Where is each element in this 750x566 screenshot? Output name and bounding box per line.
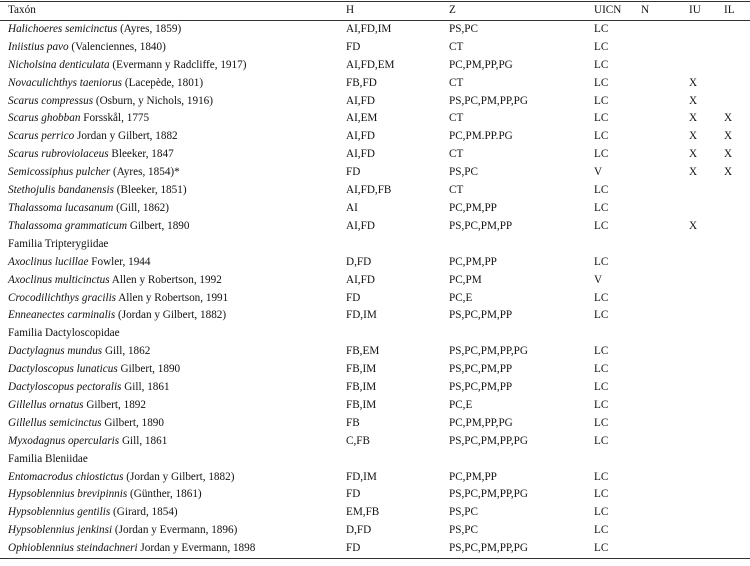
n-cell	[641, 182, 689, 200]
iu-cell	[689, 343, 724, 361]
species-authority: (Jordan y Evermann, 1896)	[112, 524, 238, 537]
species-authority: Forsskål, 1775	[80, 112, 150, 125]
habitat-cell: AI,FD,FB	[346, 184, 392, 197]
taxon-cell	[0, 343, 346, 361]
species-authority: Allen y Robertson, 1992	[109, 273, 222, 286]
n-cell	[641, 290, 689, 308]
n-cell	[641, 343, 689, 361]
iu-cell	[689, 433, 724, 451]
species-name: Halichoeres semicinctus	[8, 22, 118, 35]
table-row	[0, 182, 750, 200]
n-cell	[641, 164, 689, 182]
species-name: Scarus ghobban	[8, 112, 81, 125]
table-row	[0, 146, 750, 164]
iu-cell: X	[689, 219, 698, 232]
iu-cell: X	[689, 148, 698, 161]
species-authority: (Bleeker, 1851)	[113, 184, 187, 197]
species-authority: (Valenciennes, 1840)	[68, 40, 166, 53]
uicn-cell: LC	[594, 398, 609, 411]
taxon-cell	[0, 146, 346, 164]
il-cell	[724, 20, 750, 38]
il-cell	[724, 433, 750, 451]
header-n: N	[641, 4, 650, 16]
zone-cell: PC,PM.PP.PG	[449, 130, 513, 143]
table-row	[0, 200, 750, 218]
il-cell: X	[724, 112, 733, 125]
zone-cell: PC,E	[449, 291, 473, 304]
habitat-cell: FD	[346, 291, 361, 304]
taxon-cell	[0, 200, 346, 218]
habitat-cell: AI,FD,IM	[346, 22, 392, 35]
uicn-cell: LC	[594, 94, 609, 107]
taxon-cell	[0, 540, 346, 558]
n-cell	[641, 433, 689, 451]
header-il: IL	[724, 4, 735, 16]
family-row	[0, 451, 750, 469]
il-cell	[724, 182, 750, 200]
species-authority: (Jordan y Gilbert, 1882)	[123, 470, 235, 483]
family-name: Familia Bleniidae	[8, 452, 88, 465]
species-authority: (Ayres, 1854)*	[110, 166, 180, 179]
zone-cell: CT	[449, 148, 464, 161]
zone-cell: PC,PM,PP,PG	[449, 416, 513, 429]
table-row	[0, 522, 750, 540]
species-name: Stethojulis bandanensis	[8, 184, 114, 197]
habitat-cell: FD,IM	[346, 470, 377, 483]
species-authority: (Ayres, 1859)	[117, 22, 182, 35]
uicn-cell: LC	[594, 309, 609, 322]
il-cell	[724, 486, 750, 504]
iu-cell	[689, 540, 724, 558]
table-row	[0, 540, 750, 558]
species-name: Dactylagnus mundus	[8, 345, 103, 358]
taxon-cell	[0, 93, 346, 111]
table-body	[0, 20, 750, 558]
species-authority: (Jordan y Gilbert, 1882)	[115, 309, 227, 322]
table-row	[0, 397, 750, 415]
species-name: Axoclinus lucillae	[8, 255, 89, 268]
taxon-cell	[0, 57, 346, 75]
iu-cell	[689, 415, 724, 433]
il-cell	[724, 522, 750, 540]
iu-cell	[689, 39, 724, 57]
habitat-cell: FD	[346, 488, 361, 501]
taxon-cell	[0, 20, 346, 38]
taxon-cell	[0, 415, 346, 433]
family-name: Familia Dactyloscopidae	[8, 327, 120, 340]
species-authority: Gilbert, 1892	[83, 398, 146, 411]
table-row	[0, 415, 750, 433]
habitat-cell: C,FB	[346, 434, 370, 447]
habitat-cell: AI,FD,EM	[346, 58, 395, 71]
iu-cell: X	[689, 94, 698, 107]
species-name: Entomacrodus chiostictus	[8, 470, 124, 483]
header-iu: IU	[689, 4, 701, 16]
il-cell	[724, 540, 750, 558]
il-cell	[724, 504, 750, 522]
species-authority: Gill, 1861	[119, 434, 168, 447]
habitat-cell: EM,FB	[346, 506, 380, 519]
iu-cell	[689, 379, 724, 397]
taxon-cell	[0, 75, 346, 93]
uicn-cell: LC	[594, 130, 609, 143]
table-header-row	[0, 2, 750, 21]
habitat-cell: AI,FD	[346, 94, 375, 107]
taxon-cell	[0, 39, 346, 57]
table-row	[0, 218, 750, 236]
taxon-cell	[0, 290, 346, 308]
species-name: Thalassoma grammaticum	[8, 219, 128, 232]
habitat-cell: AI,FD	[346, 273, 375, 286]
uicn-cell: V	[594, 166, 603, 179]
n-cell	[641, 110, 689, 128]
iu-cell	[689, 522, 724, 540]
habitat-cell: AI,FD	[346, 148, 375, 161]
n-cell	[641, 20, 689, 38]
habitat-cell: AI,FD	[346, 219, 375, 232]
uicn-cell: V	[594, 273, 603, 286]
species-name: Thalassoma lucasanum	[8, 201, 114, 214]
iu-cell	[689, 469, 724, 487]
il-cell	[724, 415, 750, 433]
taxon-cell	[0, 361, 346, 379]
habitat-cell: FB,FD	[346, 76, 377, 89]
il-cell	[724, 254, 750, 272]
n-cell	[641, 200, 689, 218]
table-row	[0, 57, 750, 75]
zone-cell: PS,PC,PM,PP,PG	[449, 345, 528, 358]
uicn-cell: LC	[594, 112, 609, 125]
uicn-cell: LC	[594, 470, 609, 483]
table-row	[0, 39, 750, 57]
species-authority: (Girard, 1854)	[110, 506, 178, 519]
habitat-cell: D,FD	[346, 255, 372, 268]
zone-cell: PC,PM,PP,PG	[449, 58, 513, 71]
zone-cell: PC,PM,PP	[449, 470, 497, 483]
il-cell	[724, 307, 750, 325]
taxon-cell	[0, 254, 346, 272]
n-cell	[641, 254, 689, 272]
habitat-cell: FB,IM	[346, 381, 377, 394]
species-authority: (Evermann y Radcliffe, 1917)	[109, 58, 247, 71]
taxon-cell	[0, 433, 346, 451]
uicn-cell: LC	[594, 506, 609, 519]
table-row	[0, 433, 750, 451]
il-cell: X	[724, 166, 733, 179]
species-name: Gillellus ornatus	[8, 398, 84, 411]
n-cell	[641, 39, 689, 57]
habitat-cell: FB,EM	[346, 345, 380, 358]
zone-cell: PC,E	[449, 398, 473, 411]
habitat-cell: FB	[346, 416, 360, 429]
habitat-cell: AI,FD	[346, 130, 375, 143]
zone-cell: PS,PC,PM,PP	[449, 363, 513, 376]
zone-cell: PS,PC	[449, 506, 478, 519]
species-name: Hypsoblennius gentilis	[8, 506, 111, 519]
species-authority: Gill, 1862	[102, 345, 151, 358]
species-name: Crocodilichthys gracilis	[8, 291, 117, 304]
il-cell	[724, 200, 750, 218]
species-name: Gillellus semicinctus	[8, 416, 102, 429]
il-cell	[724, 75, 750, 93]
n-cell	[641, 469, 689, 487]
n-cell	[641, 397, 689, 415]
iu-cell	[689, 397, 724, 415]
zone-cell: PS,PC,PM,PP	[449, 219, 513, 232]
species-authority: (Günther, 1861)	[127, 488, 202, 501]
taxon-cell	[0, 522, 346, 540]
table-row	[0, 254, 750, 272]
header-uicn: UICN	[594, 4, 622, 16]
species-name: Enneanectes carminalis	[8, 309, 116, 322]
taxon-cell	[0, 397, 346, 415]
uicn-cell: LC	[594, 58, 609, 71]
zone-cell: PS,PC,PM,PP	[449, 309, 513, 322]
zone-cell: CT	[449, 112, 464, 125]
iu-cell	[689, 307, 724, 325]
species-name: Ophioblennius steindachneri	[8, 542, 138, 555]
family-row	[0, 236, 750, 254]
habitat-cell: FB,IM	[346, 398, 377, 411]
species-authority: Bleeker, 1847	[108, 148, 174, 161]
header-taxon: Taxón	[8, 4, 36, 16]
family-row	[0, 325, 750, 343]
n-cell	[641, 504, 689, 522]
zone-cell: PS,PC	[449, 524, 478, 537]
table-row	[0, 361, 750, 379]
species-table	[0, 1, 750, 559]
uicn-cell: LC	[594, 542, 609, 555]
il-cell	[724, 397, 750, 415]
iu-cell: X	[689, 166, 698, 179]
uicn-cell: LC	[594, 363, 609, 376]
uicn-cell: LC	[594, 40, 609, 53]
iu-cell: X	[689, 130, 698, 143]
table-row	[0, 75, 750, 93]
n-cell	[641, 522, 689, 540]
il-cell	[724, 361, 750, 379]
n-cell	[641, 93, 689, 111]
species-name: Axoclinus multicinctus	[8, 273, 110, 286]
il-cell: X	[724, 130, 733, 143]
zone-cell: PC,PM,PP	[449, 255, 497, 268]
taxon-cell	[0, 469, 346, 487]
habitat-cell: AI	[346, 201, 358, 214]
iu-cell	[689, 200, 724, 218]
species-authority: Jordan y Gilbert, 1882	[74, 130, 178, 143]
species-authority: (Gill, 1862)	[113, 201, 169, 214]
species-authority: Allen y Robertson, 1991	[116, 291, 229, 304]
taxon-cell	[0, 128, 346, 146]
species-authority: Fowler, 1944	[88, 255, 151, 268]
zone-cell: PS,PC	[449, 22, 478, 35]
table-row	[0, 486, 750, 504]
habitat-cell: AI,EM	[346, 112, 378, 125]
header-z: Z	[449, 4, 456, 16]
uicn-cell: LC	[594, 255, 609, 268]
n-cell	[641, 307, 689, 325]
table-row	[0, 164, 750, 182]
habitat-cell: FB,IM	[346, 363, 377, 376]
taxon-cell	[0, 218, 346, 236]
zone-cell: PS,PC,PM,PP,PG	[449, 488, 528, 501]
species-name: Scarus rubroviolaceus	[8, 148, 109, 161]
il-cell: X	[724, 148, 733, 161]
uicn-cell: LC	[594, 76, 609, 89]
species-authority: Gilbert, 1890	[127, 219, 190, 232]
n-cell	[641, 218, 689, 236]
il-cell	[724, 272, 750, 290]
habitat-cell: FD	[346, 542, 361, 555]
taxon-cell	[0, 486, 346, 504]
table-row	[0, 379, 750, 397]
habitat-cell: FD,IM	[346, 309, 377, 322]
n-cell	[641, 361, 689, 379]
table-row	[0, 20, 750, 38]
il-cell	[724, 57, 750, 75]
species-authority: Gilbert, 1890	[117, 363, 181, 376]
n-cell	[641, 146, 689, 164]
uicn-cell: LC	[594, 148, 609, 161]
zone-cell: PS,PC,PM,PP,PG	[449, 94, 528, 107]
family-name: Familia Tripterygiidae	[8, 237, 109, 250]
species-name: Semicossiphus pulcher	[8, 166, 111, 179]
table-row	[0, 504, 750, 522]
habitat-cell: D,FD	[346, 524, 372, 537]
species-name: Scarus perrico	[8, 130, 75, 143]
iu-cell	[689, 182, 724, 200]
species-name: Scarus compressus	[8, 94, 94, 107]
table-row	[0, 469, 750, 487]
taxon-cell	[0, 182, 346, 200]
taxon-cell	[0, 110, 346, 128]
il-cell	[724, 343, 750, 361]
n-cell	[641, 272, 689, 290]
n-cell	[641, 415, 689, 433]
taxon-cell	[0, 504, 346, 522]
species-authority: Jordan y Evermann, 1898	[137, 542, 256, 555]
table-row	[0, 343, 750, 361]
zone-cell: PC,PM,PP	[449, 201, 497, 214]
il-cell	[724, 379, 750, 397]
n-cell	[641, 379, 689, 397]
header-h: H	[346, 4, 355, 16]
species-authority: (Lacepède, 1801)	[122, 76, 204, 89]
iu-cell	[689, 20, 724, 38]
species-name: Iniistius pavo	[8, 40, 69, 53]
uicn-cell: LC	[594, 488, 609, 501]
species-name: Dactyloscopus lunaticus	[8, 363, 118, 376]
zone-cell: CT	[449, 40, 464, 53]
taxon-cell	[0, 379, 346, 397]
n-cell	[641, 128, 689, 146]
species-authority: Gill, 1861	[121, 381, 170, 394]
zone-cell: CT	[449, 184, 464, 197]
table-row	[0, 290, 750, 308]
species-name: Hypsoblennius jenkinsi	[8, 524, 113, 537]
uicn-cell: LC	[594, 416, 609, 429]
il-cell	[724, 290, 750, 308]
iu-cell	[689, 57, 724, 75]
habitat-cell: FD	[346, 40, 361, 53]
uicn-cell: LC	[594, 434, 609, 447]
zone-cell: PS,PC,PM,PP	[449, 381, 513, 394]
iu-cell	[689, 272, 724, 290]
habitat-cell: FD	[346, 166, 361, 179]
il-cell	[724, 93, 750, 111]
table-row	[0, 128, 750, 146]
taxon-cell	[0, 307, 346, 325]
table-row	[0, 307, 750, 325]
species-name: Myxodagnus opercularis	[8, 434, 120, 447]
il-cell	[724, 469, 750, 487]
taxon-cell	[0, 164, 346, 182]
uicn-cell: LC	[594, 219, 609, 232]
iu-cell: X	[689, 76, 698, 89]
iu-cell	[689, 254, 724, 272]
iu-cell: X	[689, 112, 698, 125]
iu-cell	[689, 486, 724, 504]
species-name: Novaculichthys taeniorus	[8, 76, 123, 89]
iu-cell	[689, 504, 724, 522]
species-authority: Gilbert, 1890	[101, 416, 164, 429]
taxon-cell	[0, 272, 346, 290]
iu-cell	[689, 361, 724, 379]
uicn-cell: LC	[594, 381, 609, 394]
species-authority: (Osburn, y Nichols, 1916)	[93, 94, 213, 107]
table-row	[0, 110, 750, 128]
zone-cell: PS,PC,PM,PP,PG	[449, 542, 528, 555]
n-cell	[641, 57, 689, 75]
n-cell	[641, 540, 689, 558]
uicn-cell: LC	[594, 201, 609, 214]
il-cell	[724, 218, 750, 236]
species-name: Nicholsina denticulata	[8, 58, 110, 71]
zone-cell: PS,PC	[449, 166, 478, 179]
n-cell	[641, 486, 689, 504]
uicn-cell: LC	[594, 524, 609, 537]
uicn-cell: LC	[594, 345, 609, 358]
il-cell	[724, 39, 750, 57]
species-name: Hypsoblennius brevipinnis	[8, 488, 128, 501]
species-name: Dactyloscopus pectoralis	[8, 381, 122, 394]
table-row	[0, 93, 750, 111]
uicn-cell: LC	[594, 184, 609, 197]
zone-cell: CT	[449, 76, 464, 89]
table-row	[0, 272, 750, 290]
uicn-cell: LC	[594, 291, 609, 304]
zone-cell: PC,PM	[449, 273, 482, 286]
iu-cell	[689, 290, 724, 308]
zone-cell: PS,PC,PM,PP,PG	[449, 434, 528, 447]
n-cell	[641, 75, 689, 93]
uicn-cell: LC	[594, 22, 609, 35]
